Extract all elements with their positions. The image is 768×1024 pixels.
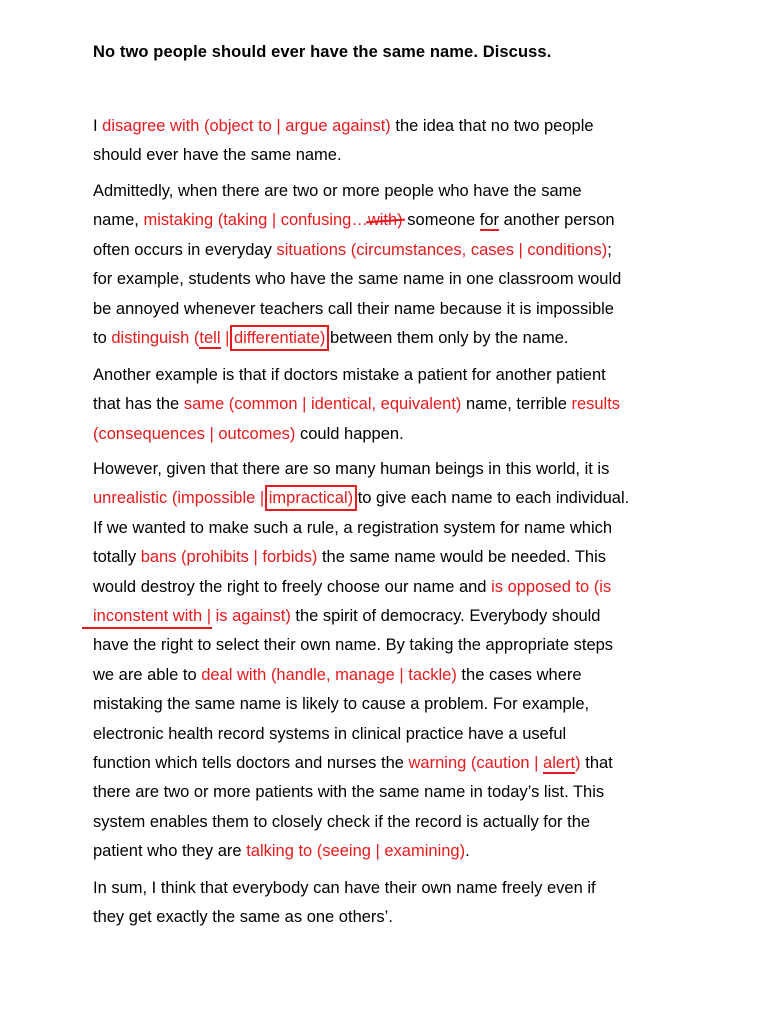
- line: [93, 661, 693, 690]
- text: .: [465, 842, 470, 861]
- text: to give each name to each individual.: [353, 489, 630, 508]
- correction: is opposed to (is: [491, 577, 612, 596]
- correction: ): [575, 754, 581, 773]
- text: I: [93, 117, 103, 135]
- line: for example, students who have the same name in one classroom would: [93, 270, 622, 289]
- text: name, terrible: [461, 395, 572, 414]
- paragraph-5: [93, 874, 693, 933]
- line: If we wanted to make such a rule, a registration system for name which: [93, 518, 613, 537]
- line: [93, 837, 693, 866]
- red-underline-mark: [82, 627, 212, 629]
- text: that: [580, 754, 613, 773]
- correction: disagree with (object to | argue against): [102, 117, 391, 135]
- line: [93, 543, 693, 572]
- line: electronic health record systems in clinical practice have a useful: [93, 724, 567, 743]
- paragraph-4: [93, 455, 693, 867]
- line: system enables them to closely check if the record is actually for the: [93, 812, 591, 831]
- correction: results: [571, 395, 621, 414]
- underlined-word: for: [479, 211, 499, 230]
- paragraph-2: [93, 177, 693, 353]
- underlined-correction: tell: [199, 329, 221, 348]
- line: be annoyed whenever teachers call their name because it is impossible: [93, 299, 614, 318]
- correction: mistaking (taking | confusing…: [143, 211, 368, 230]
- correction: |: [220, 329, 234, 348]
- boxed-correction: differentiate): [233, 329, 326, 348]
- line: there are two or more patients with the same name in today’s list. This: [93, 783, 605, 802]
- text: name,: [93, 211, 144, 230]
- line: they get exactly the same as one others’.: [93, 908, 393, 927]
- line: In sum, I think that everybody can have their own name freely even if: [93, 879, 596, 897]
- text: between them only by the name.: [325, 329, 569, 348]
- line: [93, 206, 693, 235]
- correction: bans (prohibits | forbids): [140, 548, 318, 567]
- line: [93, 573, 693, 602]
- correction: (consequences | outcomes): [93, 424, 296, 443]
- line: [93, 112, 693, 141]
- line: should ever have the same name.: [93, 146, 342, 165]
- line: [93, 420, 693, 449]
- text: often occurs in everyday: [93, 240, 277, 259]
- line: [93, 749, 693, 778]
- text: we are able to: [93, 665, 202, 684]
- line: [93, 236, 693, 265]
- text: someone: [402, 211, 480, 230]
- correction: deal with (handle, manage | tackle): [201, 665, 457, 684]
- text: that has the: [93, 395, 184, 414]
- text: the cases where: [456, 665, 582, 684]
- boxed-correction: impractical): [268, 489, 354, 508]
- line: have the right to select their own name. By taking the appropriate steps: [93, 636, 614, 655]
- correction: unrealistic (impossible |: [93, 489, 269, 508]
- text: function which tells doctors and nurses the: [93, 754, 409, 773]
- struck-correction: with): [367, 211, 403, 230]
- correction: situations (circumstances, cases | conditions): [276, 240, 608, 259]
- correction: same (common | identical, equivalent): [183, 395, 462, 414]
- essay-title: No two people should ever have the same name. Discuss.: [93, 43, 552, 61]
- text: totally: [93, 548, 141, 567]
- text: the idea that no two people: [390, 117, 594, 135]
- line: Admittedly, when there are two or more people who have the same: [93, 182, 582, 200]
- line: However, given that there are so many human beings in this world, it is: [93, 460, 610, 478]
- paragraph-1: [93, 112, 693, 171]
- correction: distinguish (: [111, 329, 200, 348]
- text: another person: [499, 211, 615, 230]
- underlined-correction: alert: [543, 754, 576, 773]
- text: patient who they are: [93, 842, 247, 861]
- line: [93, 390, 693, 419]
- correction: warning (caution |: [408, 754, 544, 773]
- text: the same name would be needed. This: [317, 548, 607, 567]
- correction: | is against): [202, 607, 291, 626]
- text: would destroy the right to freely choose our name and: [93, 577, 492, 596]
- text: to: [93, 329, 112, 348]
- text: the spirit of democracy. Everybody should: [290, 607, 601, 626]
- line: [93, 324, 693, 353]
- text: could happen.: [295, 424, 404, 443]
- paragraph-3: [93, 361, 693, 449]
- correction: talking to (seeing | examining): [246, 842, 466, 861]
- line: mistaking the same name is likely to cause a problem. For example,: [93, 695, 590, 714]
- correction: inconstent with: [93, 607, 203, 626]
- line: Another example is that if doctors mistake a patient for another patient: [93, 366, 606, 384]
- text: ;: [607, 240, 612, 259]
- line: [93, 484, 693, 513]
